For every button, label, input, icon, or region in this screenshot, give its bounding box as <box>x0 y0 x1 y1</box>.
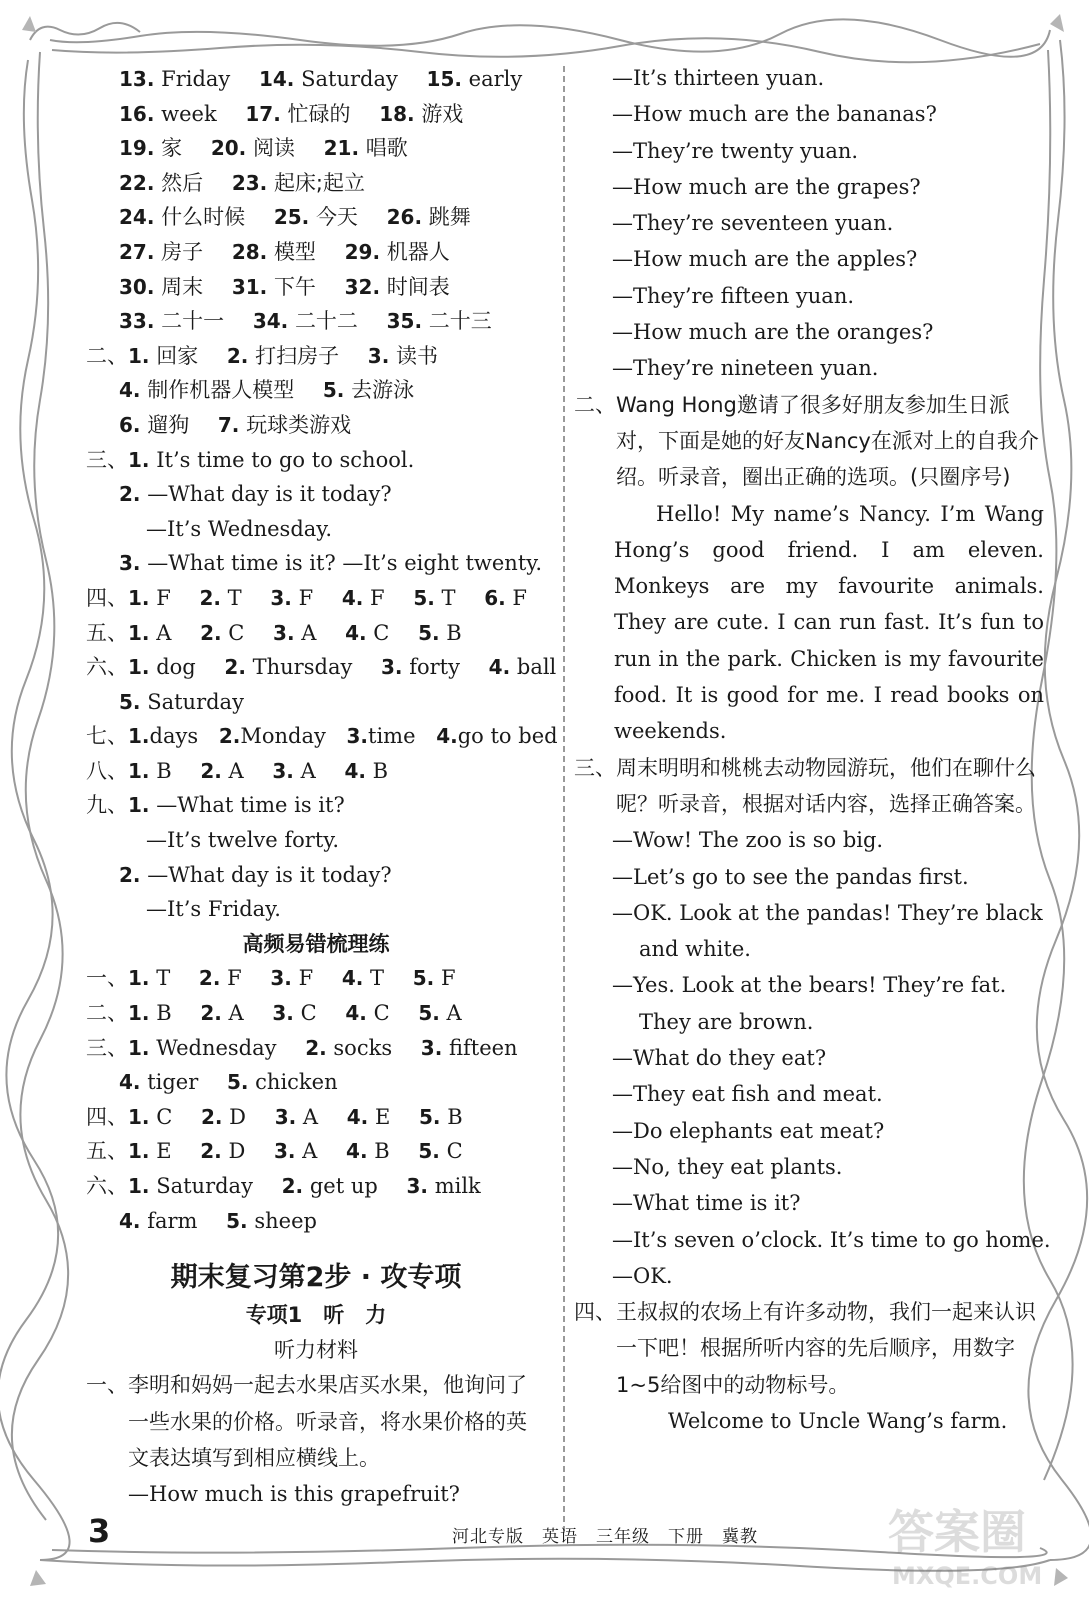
dialogue-line: —They eat fish and meat. <box>612 1082 883 1107</box>
dialogue-line: —How much are the grapes? <box>612 174 921 199</box>
dialogue-line: —No, they eat plants. <box>612 1154 843 1179</box>
dialogue-line: and white. <box>639 937 751 962</box>
vocab-row: 22. 然后 23. 起床;起立 <box>119 170 366 195</box>
listening-material-heading: 听力材料 <box>274 1337 358 1362</box>
dialogue-line: —It’s thirteen yuan. <box>612 66 825 90</box>
dialogue-line: They are brown. <box>639 1009 814 1034</box>
question-1: 一、 李明和妈妈一起去水果店买水果，他询问了一些水果的价格。听录音，将水果价格的英文表达填写到相应横线上。 <box>86 1373 527 1470</box>
vocab-row: 16. week 17. 忙碌的 18. 游戏 <box>119 101 464 126</box>
dialogue-line: —Wow! The zoo is so big. <box>612 828 884 853</box>
farm-passage: Welcome to Uncle Wang’s farm. <box>668 1408 1008 1433</box>
vocab-row: 27. 房子 28. 模型 29. 机器人 <box>119 239 450 264</box>
dialogue-line: —Yes. Look at the bears! They’re fat. <box>612 973 1007 998</box>
nancy-passage: Hello! My name’s Nancy. I’m Wang Hong’s good friend. I am eleven. Monkeys are my favourite animals. They are cute. I can run fast. It’s fun to run in the park. Chicken is my favourite food. It is good for me. I read books on weekends. <box>614 501 1044 744</box>
dialogue-line: —How much are the bananas? <box>612 102 937 127</box>
question-4: 四、 王叔叔的农场上有许多动物，我们一起来认识一下吧！根据所听内容的先后顺序，用数字1~5给图中的动物标号。 <box>574 1300 1036 1397</box>
dialogue-line: —What do they eat? <box>612 1046 827 1071</box>
question-3: 三、 周末明明和桃桃去动物园游玩，他们在聊什么呢？听录音，根据对话内容，选择正确答案。 <box>574 755 1036 816</box>
section-4-answers: 四、1. F 2. T 3. F 4. F 5. T 6. F <box>86 585 527 610</box>
section-5-answers: 五、1. A 2. C 3. A 4. C 5. B <box>86 620 462 645</box>
dialogue-line: —How much is this grapefruit? <box>128 1482 460 1507</box>
special-topic-heading: 专项1 听 力 <box>245 1303 387 1328</box>
dialogue-line: —OK. Look at the pandas! They’re black <box>612 900 1043 925</box>
dialogue-line: —They’re fifteen yuan. <box>612 283 855 308</box>
dialogue-line: —How much are the apples? <box>612 247 918 272</box>
section-8-answers: 八、1. B 2. A 3. A 4. B <box>86 758 389 783</box>
section-6-answers: 六、1. dog 2. Thursday 3. forty 4. ball 5. Saturday <box>86 655 557 714</box>
left-column <box>86 62 558 1513</box>
watermark-url: MXQE.COM <box>892 1562 1043 1590</box>
section-3-answers: 三、1. It’s time to go to school. 2. —What day is it today? —It’s Wednesday. 3. —What time is it? —It’s eight twenty. <box>86 447 543 576</box>
edition-info: 河北专版 英语 三年级 下册 冀教 <box>452 1527 758 1547</box>
column-divider <box>563 66 565 1532</box>
vocab-row: 24. 什么时候 25. 今天 26. 跳舞 <box>119 205 471 230</box>
dialogue-line: —They’re seventeen yuan. <box>612 211 894 236</box>
vocab-row: 33. 二十一 34. 二十二 35. 二十三 <box>119 309 492 334</box>
page-number: 3 <box>88 1512 111 1550</box>
dialogue-line: —They’re nineteen yuan. <box>612 356 879 381</box>
section-7-answers: 七、1.days 2.Monday 3.time 4.go to bed <box>86 724 558 749</box>
review-heading: 高频易错梳理练 <box>242 931 390 956</box>
dialogue-line: —How much are the oranges? <box>612 320 934 345</box>
review-answers: 一、1. T 2. F 3. F 4. T 5. F 二、1. B 2. A 3. C 4. C 5. A 三、1. Wednesday 2. socks 3. fifteen 4. tiger 5. chicken 四、1. C 2. D 3. A 4. E 5. B 五、1. E 2. D 3. A 4. B 5. C 六、1. Saturday 2. get up 3. milk 4. farm 5. sheep <box>86 966 518 1233</box>
vocab-row: 13. Friday 14. Saturday 15. early <box>119 67 523 91</box>
fruit-dialogue <box>584 60 1044 387</box>
question-2: 二、 Wang Hong邀请了很多好朋友参加生日派对，下面是她的好友Nancy在派对上的自我介绍。听录音，圈出正确的选项。(只圈序号) <box>574 392 1039 490</box>
dialogue-line: —Do elephants eat meat? <box>612 1118 885 1143</box>
dialogue-line: —Let’s go to see the pandas first. <box>612 864 969 889</box>
right-column <box>574 60 1051 1439</box>
vocab-row: 19. 家 20. 阅读 21. 唱歌 <box>119 136 408 161</box>
chapter-title: 期末复习第2步 · 攻专项 <box>170 1262 462 1294</box>
vocab-row: 30. 周末 31. 下午 32. 时间表 <box>119 274 450 299</box>
zoo-dialogue <box>584 822 1051 1294</box>
dialogue-line: —OK. <box>612 1263 673 1288</box>
vocab-answers <box>86 62 546 339</box>
dialogue-line: —They’re twenty yuan. <box>612 138 859 163</box>
watermark-text: 答案圈 <box>888 1505 1026 1559</box>
watermark-logo <box>882 1496 1062 1592</box>
section-9-answers: 九、1. —What time is it? —It’s twelve forty. 2. —What day is it today? —It’s Friday. <box>86 793 392 922</box>
section-2-answers: 二、1. 回家 2. 打扫房子 3. 读书 4. 制作机器人模型 5. 去游泳 6. 遛狗 7. 玩球类游戏 <box>86 343 438 437</box>
dialogue-line: —It’s seven o’clock. It’s time to go home. <box>612 1227 1051 1252</box>
dialogue-line: —What time is it? <box>612 1191 801 1216</box>
